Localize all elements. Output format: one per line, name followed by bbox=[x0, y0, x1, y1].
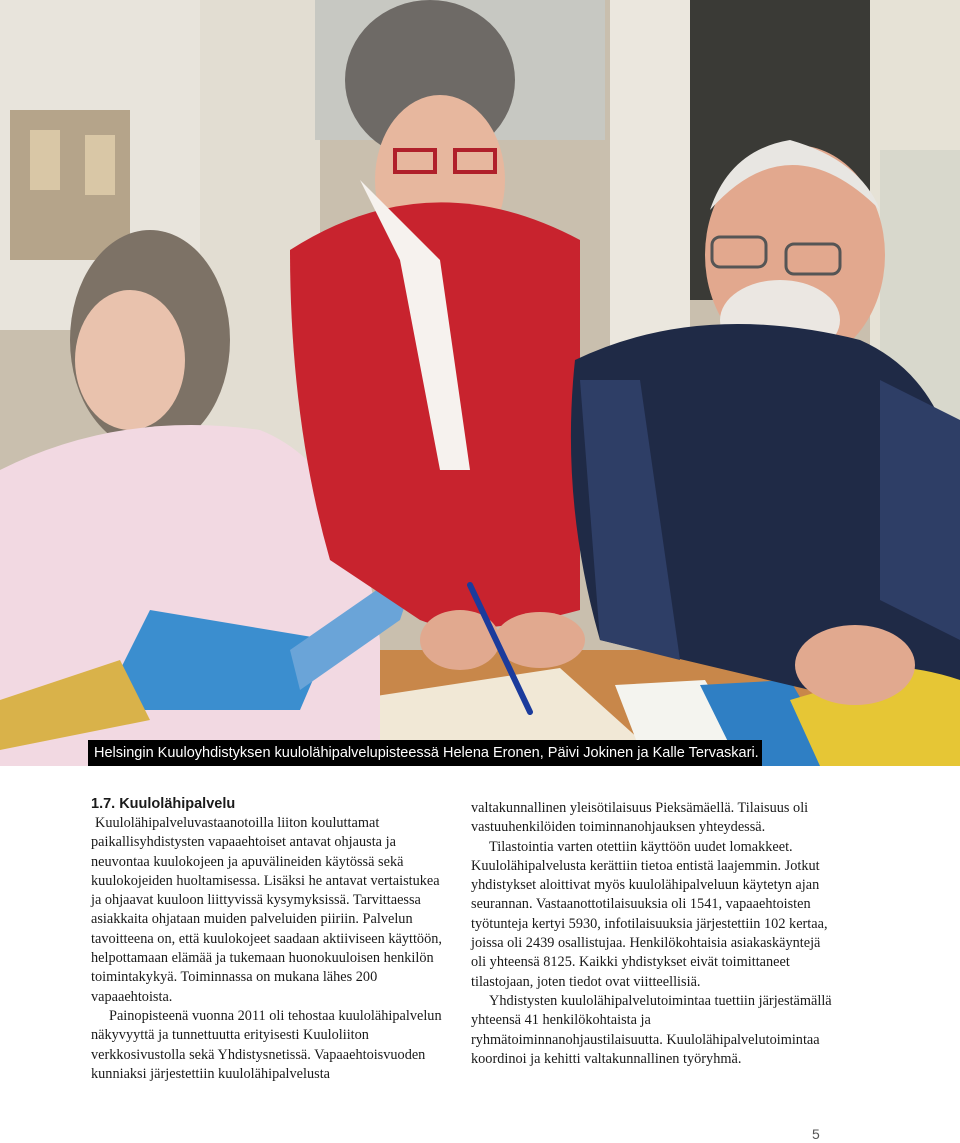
paragraph: Kuulolähipalveluvastaanotoilla liiton kouluttamat paikallisyhdistysten vapaaehtoiset antavat ohjausta ja neuvontaa kuulokojeen ja apuvälineiden käytössä sekä kuulokojeiden huoltamisessa. Lisäksi he antavat vertaistukea ja ohjaavat kuuloon liittyvissä kysymyksissä. Tarvittaessa asiakkaita ohjataan muiden palveluiden piiriin. Palvelun tavoitteena on, että kuulokojeet saadaan aktiiviseen käyttöön, helpottamaan elämää ja tukemaan huonokuuloisen henkilön toimintakykyä. Toiminnassa on mukana lähes 200 vapaaehtoista. bbox=[91, 815, 442, 1005]
paragraph: valtakunnallinen yleisötilaisuus Pieksämäellä. Tilaisuus oli vastuuhenkilöiden toiminnanohjauksen yhteydessä. bbox=[471, 800, 809, 836]
photo-caption: Helsingin Kuuloyhdistyksen kuulolähipalvelupisteessä Helena Eronen, Päivi Jokinen ja Kalle Tervaskari. bbox=[88, 740, 762, 766]
paragraph: Tilastointia varten otettiin käyttöön uudet lomakkeet. Kuulolähipalvelusta kerättiin tietoa entistä laajemmin. Jotkut yhdistykset aloittivat myös kuulolähipalveluun käytetyn ajan seurannan. Vastaanottotilaisuuksia oli 1541, vapaaehtoisten työtunteja kertyi 5930, infotilaisuuksia järjestettiin 102 kertaa, joissa oli 2439 osallistujaa. Henkilökohtaisia asiakaskäyntejä oli yhteensä 8125. Kaikki yhdistykset eivät toimittaneet tilastojaan, joten tiedot ovat viitteellisiä. bbox=[471, 838, 828, 990]
paragraph: Yhdistysten kuulolähipalvelutoimintaa tuettiin järjestämällä yhteensä 41 henkilökohtaista ja ryhmätoiminnanohjaustilaisuutta. Kuulolähipalvelutoimintaa koordinoi ja kehitti valtakunnallinen työryhmä. bbox=[471, 992, 832, 1067]
section-heading: 1.7. Kuulolähipalvelu bbox=[91, 796, 236, 812]
page-number: 5 bbox=[812, 1126, 820, 1142]
paragraph: Painopisteenä vuonna 2011 oli tehostaa kuulolähipalvelun näkyvyyttä ja tunnettuutta erityisesti Kuuloliiton verkkosivustolla sekä Yhdistysnetissä. Vapaaehtoisvuoden kunniaksi järjestettiin kuulolähipalvelusta bbox=[91, 1007, 442, 1082]
text-column-left bbox=[91, 795, 451, 1084]
text-column-right bbox=[471, 799, 833, 1069]
